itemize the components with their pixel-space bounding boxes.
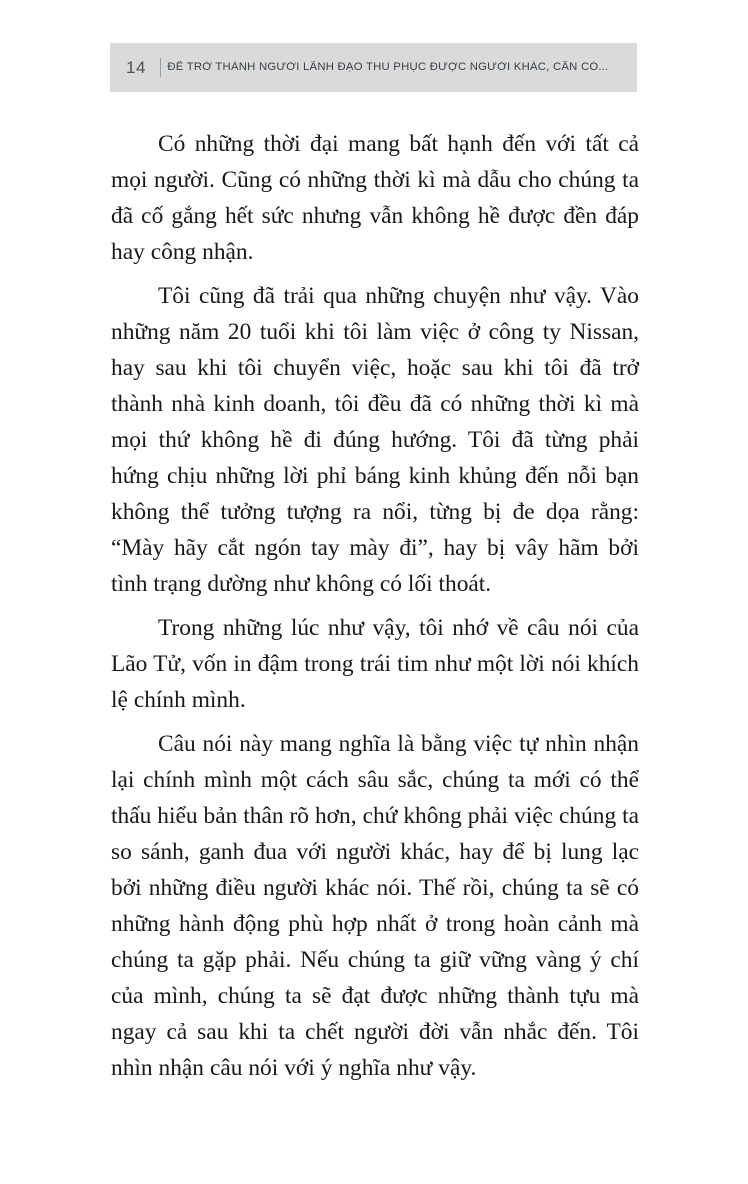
running-header-title: ĐỂ TRỞ THÀNH NGƯỜI LÃNH ĐẠO THU PHỤC ĐƯỢC NGƯỜI KHÁC, CẦN CÓ... [167, 61, 609, 74]
paragraph: Trong những lúc như vậy, tôi nhớ về câu nói của Lão Tử, vốn in đậm trong trái tim như một lời nói khích lệ chính mình. [111, 615, 639, 713]
paragraph: Có những thời đại mang bất hạnh đến với tất cả mọi người. Cũng có những thời kì mà dẫu cho chúng ta đã cố gắng hết sức nhưng vẫn không hề được đền đáp hay công nhận. [111, 131, 639, 265]
body-text-column [111, 126, 639, 1086]
paragraph: Câu nói này mang nghĩa là bằng việc tự nhìn nhận lại chính mình một cách sâu sắc, chúng ta mới có thể thấu hiểu bản thân rõ hơn, chứ không phải việc chúng ta so sánh, ganh đua với người khác, hay để bị lung lạc bởi những điều người khác nói. Thế rồi, chúng ta sẽ có những hành động phù hợp nhất ở trong hoàn cảnh mà chúng ta gặp phải. Nếu chúng ta giữ vững vàng ý chí của mình, chúng ta sẽ đạt được những thành tựu mà ngay cả sau khi ta chết người đời vẫn nhắc đến. Tôi nhìn nhận câu nói với ý nghĩa như vậy. [111, 731, 639, 1081]
page-number: 14 [126, 58, 146, 77]
paragraph: Tôi cũng đã trải qua những chuyện như vậy. Vào những năm 20 tuổi khi tôi làm việc ở công ty Nissan, hay sau khi tôi chuyển việc, hoặc sau khi tôi đã trở thành nhà kinh doanh, tôi đều đã có những thời kì mà mọi thứ không hề đi đúng hướng. Tôi đã từng phải hứng chịu những lời phỉ báng kinh khủng đến nỗi bạn không thể tưởng tượng ra nổi, từng bị đe dọa rằng: “Mày hãy cắt ngón tay mày đi”, hay bị vây hãm bởi tình trạng dường như không có lối thoát. [111, 283, 639, 597]
running-header-band [110, 43, 637, 92]
